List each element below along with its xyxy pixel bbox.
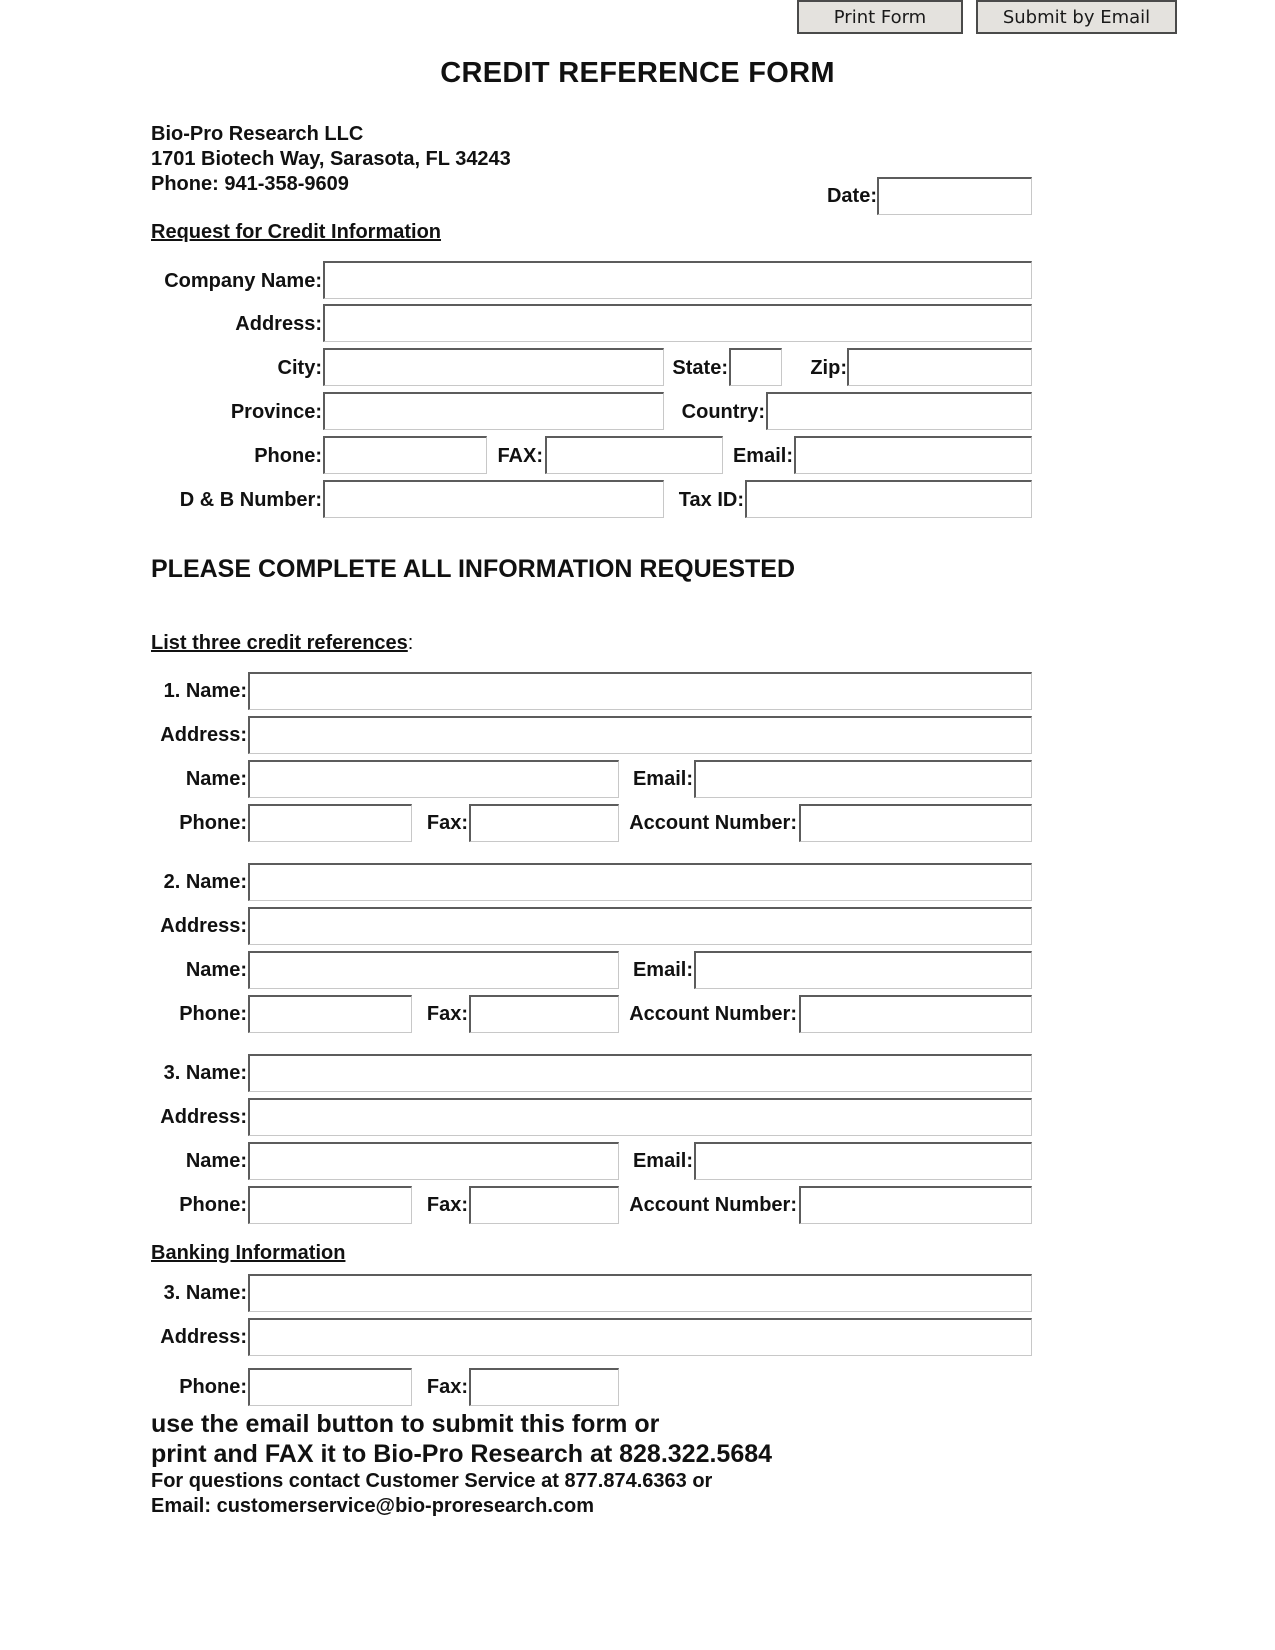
fax-field[interactable]: [545, 436, 723, 474]
tax-id-field[interactable]: [745, 480, 1032, 518]
ref2-name-label: 2. Name:: [163, 871, 247, 893]
references-heading-wrap: [151, 632, 413, 655]
ref2-address-field[interactable]: [248, 907, 1032, 945]
bank-address-label: Address:: [160, 1326, 247, 1348]
footer-line-3: For questions contact Customer Service at 877.874.6363 or: [151, 1470, 713, 1492]
ref3-name-field[interactable]: [248, 1054, 1032, 1092]
complete-all-notice: PLEASE COMPLETE ALL INFORMATION REQUESTED: [151, 555, 796, 583]
ref1-phone-field[interactable]: [248, 804, 412, 842]
ref3-fax-field[interactable]: [469, 1186, 619, 1224]
ref1-phone-label: Phone:: [179, 812, 247, 834]
submit-by-email-button[interactable]: Submit by Email: [976, 0, 1177, 34]
bank-phone-label: Phone:: [179, 1376, 247, 1398]
ref1-name-field[interactable]: [248, 672, 1032, 710]
ref3-email-label: Email:: [632, 1150, 693, 1172]
ref2-phone-field[interactable]: [248, 995, 412, 1033]
ref1-contact-label: Name:: [185, 768, 247, 790]
ref2-contact-field[interactable]: [248, 951, 619, 989]
country-label: Country:: [681, 401, 765, 423]
ref3-account-field[interactable]: [799, 1186, 1032, 1224]
ref3-contact-field[interactable]: [248, 1142, 619, 1180]
ref2-account-field[interactable]: [799, 995, 1032, 1033]
bank-phone-field[interactable]: [248, 1368, 412, 1406]
ref2-phone-label: Phone:: [179, 1003, 247, 1025]
province-field[interactable]: [323, 392, 664, 430]
ref1-name-label: 1. Name:: [163, 680, 247, 702]
ref3-contact-label: Name:: [185, 1150, 247, 1172]
ref1-fax-label: Fax:: [426, 812, 468, 834]
db-number-field[interactable]: [323, 480, 664, 518]
province-label: Province:: [230, 401, 322, 423]
address-field[interactable]: [323, 304, 1032, 342]
ref1-email-label: Email:: [632, 768, 693, 790]
company-address: 1701 Biotech Way, Sarasota, FL 34243: [151, 148, 511, 170]
page-title: CREDIT REFERENCE FORM: [440, 57, 835, 89]
state-field[interactable]: [729, 348, 782, 386]
bank-name-field[interactable]: [248, 1274, 1032, 1312]
ref3-email-field[interactable]: [694, 1142, 1032, 1180]
bank-address-field[interactable]: [248, 1318, 1032, 1356]
ref1-address-label: Address:: [160, 724, 247, 746]
ref2-fax-label: Fax:: [426, 1003, 468, 1025]
footer-line-1: use the email button to submit this form or: [151, 1410, 660, 1438]
ref1-account-label: Account Number:: [629, 812, 797, 834]
phone-label: Phone:: [254, 445, 322, 467]
ref1-fax-field[interactable]: [469, 804, 619, 842]
city-field[interactable]: [323, 348, 664, 386]
company-name: Bio-Pro Research LLC: [151, 123, 364, 145]
tax-id-label: Tax ID:: [678, 489, 744, 511]
banking-heading: Banking Information: [151, 1242, 346, 1264]
db-number-label: D & B Number:: [179, 489, 322, 511]
ref2-name-field[interactable]: [248, 863, 1032, 901]
zip-field[interactable]: [847, 348, 1032, 386]
footer-line-4: Email: customerservice@bio-proresearch.com: [151, 1495, 595, 1517]
ref2-address-label: Address:: [160, 915, 247, 937]
bank-name-label: 3. Name:: [163, 1282, 247, 1304]
references-heading: List three credit references: [151, 632, 408, 654]
ref3-account-label: Account Number:: [629, 1194, 797, 1216]
footer-line-2: print and FAX it to Bio-Pro Research at 828.322.5684: [151, 1440, 773, 1468]
ref3-address-field[interactable]: [248, 1098, 1032, 1136]
print-form-button[interactable]: Print Form: [797, 0, 963, 34]
references-colon: :: [407, 632, 414, 654]
company-phone: Phone: 941-358-9609: [151, 173, 349, 195]
city-label: City:: [277, 357, 322, 379]
ref3-fax-label: Fax:: [426, 1194, 468, 1216]
ref1-account-field[interactable]: [799, 804, 1032, 842]
ref2-contact-label: Name:: [185, 959, 247, 981]
fax-label: FAX:: [497, 445, 543, 467]
phone-field[interactable]: [323, 436, 487, 474]
email-label: Email:: [732, 445, 793, 467]
email-field[interactable]: [794, 436, 1032, 474]
ref2-email-label: Email:: [632, 959, 693, 981]
company-name-label: Company Name:: [164, 270, 322, 292]
state-label: State:: [672, 357, 728, 379]
ref3-name-label: 3. Name:: [163, 1062, 247, 1084]
bank-fax-field[interactable]: [469, 1368, 619, 1406]
date-field[interactable]: [877, 177, 1032, 215]
zip-label: Zip:: [810, 357, 847, 379]
ref3-phone-field[interactable]: [248, 1186, 412, 1224]
bank-fax-label: Fax:: [426, 1376, 468, 1398]
ref2-fax-field[interactable]: [469, 995, 619, 1033]
ref3-phone-label: Phone:: [179, 1194, 247, 1216]
company-name-field[interactable]: [323, 261, 1032, 299]
ref1-email-field[interactable]: [694, 760, 1032, 798]
request-section-heading: Request for Credit Information: [151, 221, 442, 243]
country-field[interactable]: [766, 392, 1032, 430]
ref1-address-field[interactable]: [248, 716, 1032, 754]
ref2-email-field[interactable]: [694, 951, 1032, 989]
ref1-contact-field[interactable]: [248, 760, 619, 798]
ref3-address-label: Address:: [160, 1106, 247, 1128]
date-label: Date:: [826, 185, 877, 207]
address-label: Address:: [235, 313, 322, 335]
ref2-account-label: Account Number:: [629, 1003, 797, 1025]
